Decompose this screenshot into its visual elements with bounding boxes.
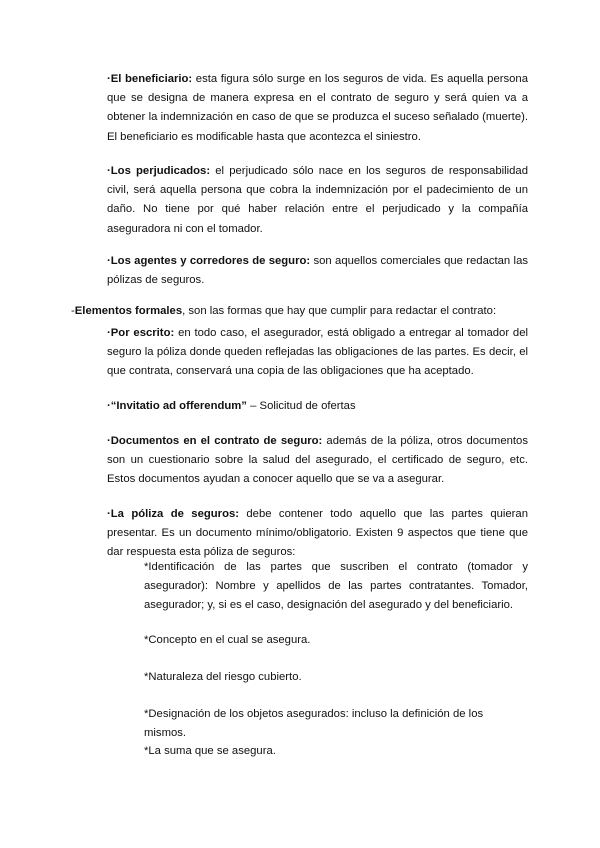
- paragraph-invitatio: [107, 397, 528, 416]
- paragraph-text: debe contener todo aquello que las partes quieran presentar. Es un documento mínimo/obligatorio. Existen 9 aspectos que tiene que dar respuesta esta póliza de seguros:: [107, 508, 529, 559]
- paragraph-text: esta figura sólo surge en los seguros de vida. Es aquella persona que se designa de manera expresa en el contrato de seguro y será quien va a obtener la indemnización en caso de que se produzca el suceso señalado (muerte). El beneficiario es modificable hasta que acontezca el siniestro.: [107, 73, 528, 143]
- paragraph-text: en todo caso, el asegurador, está obligado a entregar al tomador del seguro la póliza donde queden reflejadas las obligaciones de las partes. Es decir, el que contrata, conservará una copia de las obligaciones que ha aceptado.: [107, 327, 529, 378]
- section-heading: Elementos formales: [74, 305, 183, 317]
- paragraph-elementos-formales: [71, 302, 528, 321]
- list-item-suma: [144, 742, 528, 761]
- list-item-text: *Designación de los objetos asegurados: incluso la definición de los mismos.: [144, 708, 484, 740]
- term-label: ·Documentos en el contrato de seguro:: [107, 435, 323, 447]
- paragraph-agentes: [107, 252, 528, 290]
- term-label: ·“Invitatio ad offerendum”: [107, 400, 247, 412]
- list-item-concepto: [144, 631, 528, 650]
- list-item-text: *Identificación de las partes que suscriben el contrato (tomador y asegurador): Nombre y apellidos de las partes contratantes. Tomador, asegurador; y, si es el caso, designación del asegurado y del beneficiario.: [144, 561, 528, 612]
- term-label: ·Los perjudicados:: [107, 165, 211, 177]
- term-label: ·La póliza de seguros:: [107, 508, 240, 520]
- paragraph-text: además de la póliza, otros documentos son un cuestionario sobre la salud del asegurado, el certificado de seguro, etc. Estos documentos ayudan a conocer aquello que se va a asegurar.: [107, 435, 528, 486]
- paragraph-documentos: [107, 432, 528, 490]
- list-dash: -: [71, 305, 75, 317]
- list-item-designacion: [144, 705, 528, 743]
- list-item-identificacion: [144, 558, 528, 616]
- term-label: ·El beneficiario:: [107, 73, 193, 85]
- term-label: ·Por escrito:: [107, 327, 175, 339]
- list-item-text: *Concepto en el cual se asegura.: [144, 634, 311, 646]
- list-item-naturaleza: [144, 668, 528, 687]
- paragraph-text: son aquellos comerciales que redactan las pólizas de seguros.: [107, 255, 528, 287]
- paragraph-beneficiario: [107, 70, 528, 147]
- paragraph-perjudicados: [107, 162, 528, 239]
- paragraph-por-escrito: [107, 324, 528, 382]
- paragraph-poliza: [107, 505, 528, 563]
- paragraph-text: el perjudicado sólo nace en los seguros de responsabilidad civil, será aquella persona que cobra la indemnización por el padecimiento de un daño. No tiene por qué haber relación entre el perjudicado y la compañía aseguradora ni con el tomador.: [107, 165, 528, 235]
- term-label: ·Los agentes y corredores de seguro:: [107, 255, 311, 267]
- list-item-text: *La suma que se asegura.: [144, 745, 276, 757]
- paragraph-text: , son las formas que hay que cumplir para redactar el contrato:: [182, 305, 497, 317]
- list-item-text: *Naturaleza del riesgo cubierto.: [144, 671, 302, 683]
- paragraph-text: – Solicitud de ofertas: [246, 400, 356, 412]
